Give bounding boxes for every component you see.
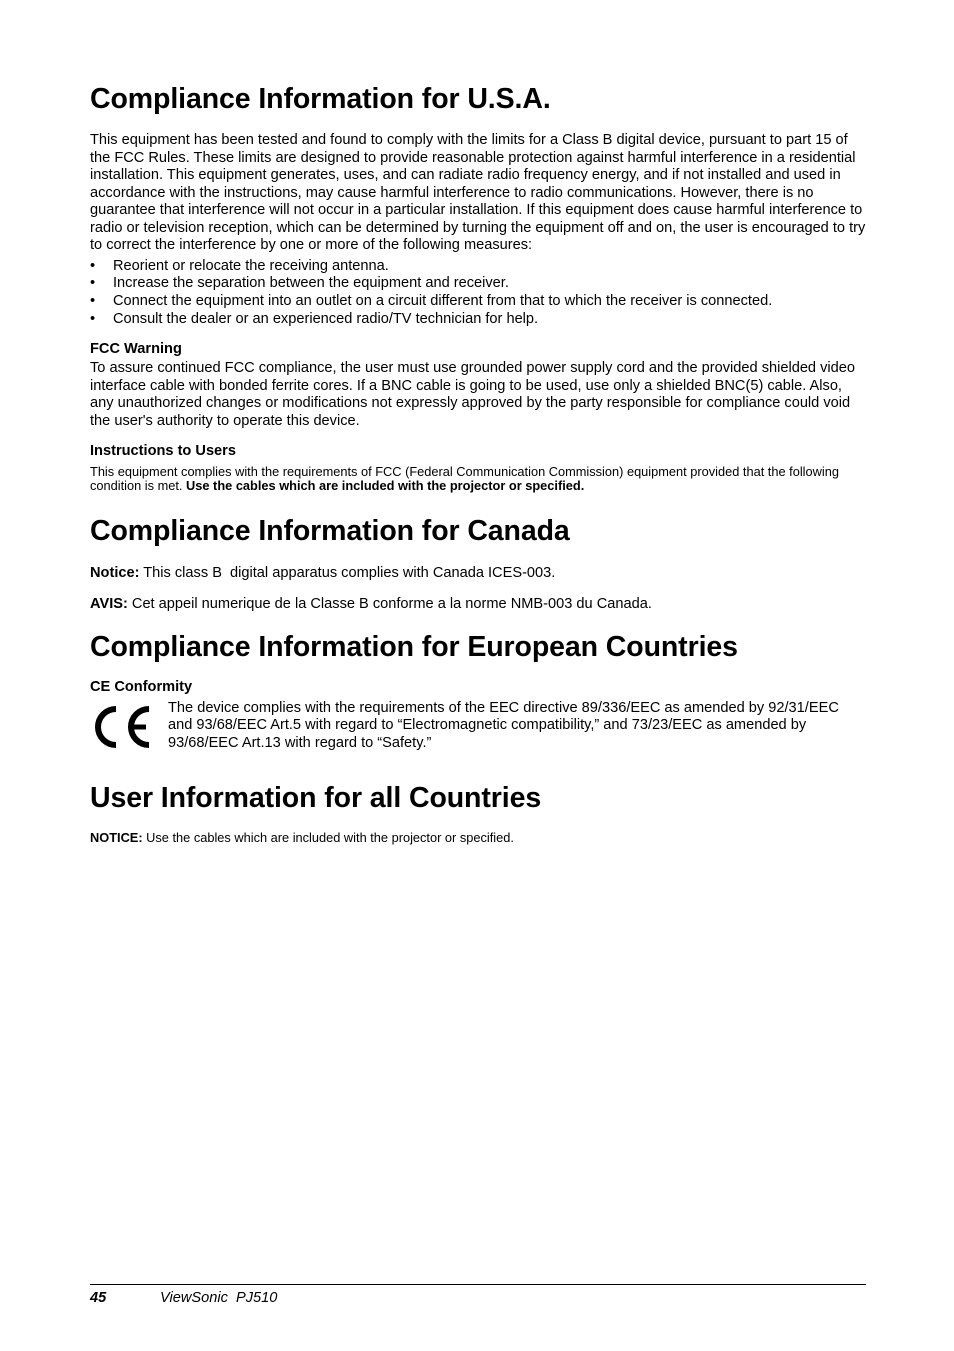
canada-avis-label: AVIS: <box>90 595 128 612</box>
page-content <box>90 82 866 845</box>
canada-notice-label: Notice: <box>90 565 140 582</box>
product-name: ViewSonic PJ510 <box>160 1290 278 1306</box>
page-number: 45 <box>90 1290 107 1306</box>
ce-mark-svg <box>90 704 154 750</box>
instructions-plain: This equipment complies with the requirements of FCC (Federal Communication Commission) equipment provided that the following condition is met. <box>90 463 839 493</box>
list-item: • Connect the equipment into an outlet on a circuit different from that to which the receiver is connected. <box>90 293 866 311</box>
ce-mark-icon <box>90 700 168 755</box>
ce-row <box>90 700 866 755</box>
page-footer <box>90 1290 277 1307</box>
heading-all-countries: User Information for all Countries <box>90 781 542 814</box>
ce-text: The device complies with the requirements of the EEC directive 89/336/EEC as amended by 92/31/EEC and 93/68/EEC Art.5 with regard to “Electromagnetic compatibility,” and 73/23/EEC as amended by 93/68/EEC Art.13 with regard to “Safety.” <box>168 699 839 751</box>
instructions-bold: Use the cables which are included with the projector or specified. <box>186 477 585 493</box>
fcc-warning-text: To assure continued FCC compliance, the user must use grounded power supply cord and the provided shielded video interface cable with bonded ferrite cores. If a BNC cable is going to be used, use only a shielded BNC(5) cable. Also, any unauthorized changes or modifications not expressly approved by the party responsible for compliance could void the user's authority to operate this device. <box>90 360 855 429</box>
instructions-text <box>90 465 866 493</box>
list-item: • Reorient or relocate the receiving antenna. <box>90 258 866 276</box>
heading-usa: Compliance Information for U.S.A. <box>90 83 551 115</box>
heading-canada: Compliance Information for Canada <box>90 515 570 548</box>
all-notice <box>90 831 866 845</box>
usa-measures-list <box>90 258 866 329</box>
list-item: • Consult the dealer or an experienced radio/TV technician for help. <box>90 311 866 329</box>
canada-notice-text: This class B digital apparatus complies with Canada ICES-003. <box>143 565 556 582</box>
ce-conformity-title: CE Conformity <box>90 679 193 696</box>
canada-avis-text: Cet appeil numerique de la Classe B conforme a la norme NMB-003 du Canada. <box>131 595 652 612</box>
heading-europe: Compliance Information for European Countries <box>90 631 738 664</box>
canada-avis <box>90 596 866 614</box>
fcc-warning-title: FCC Warning <box>90 340 182 357</box>
usa-intro: This equipment has been tested and found to comply with the limits for a Class B digital device, pursuant to part 15 of the FCC Rules. These limits are designed to provide reasonable protection against harmful interference in a residential installation. This equipment generates, uses, and can radiate radio frequency energy, and if not installed and used in accordance with the instructions, may cause harmful interference to radio communications. However, there is no guarantee that interference will not occur in a particular installation. If this equipment does cause harmful interference to radio or television reception, which can be determined by turning the equipment off and on, the user is encouraged to try to correct the interference by one or more of the following measures: <box>90 132 866 253</box>
list-item: • Increase the separation between the equipment and receiver. <box>90 275 866 293</box>
footer-divider <box>90 1284 866 1285</box>
all-notice-text: Use the cables which are included with the projector or specified. <box>146 829 514 845</box>
all-notice-label: NOTICE: <box>90 829 143 845</box>
canada-notice <box>90 565 866 583</box>
instructions-title: Instructions to Users <box>90 443 236 460</box>
